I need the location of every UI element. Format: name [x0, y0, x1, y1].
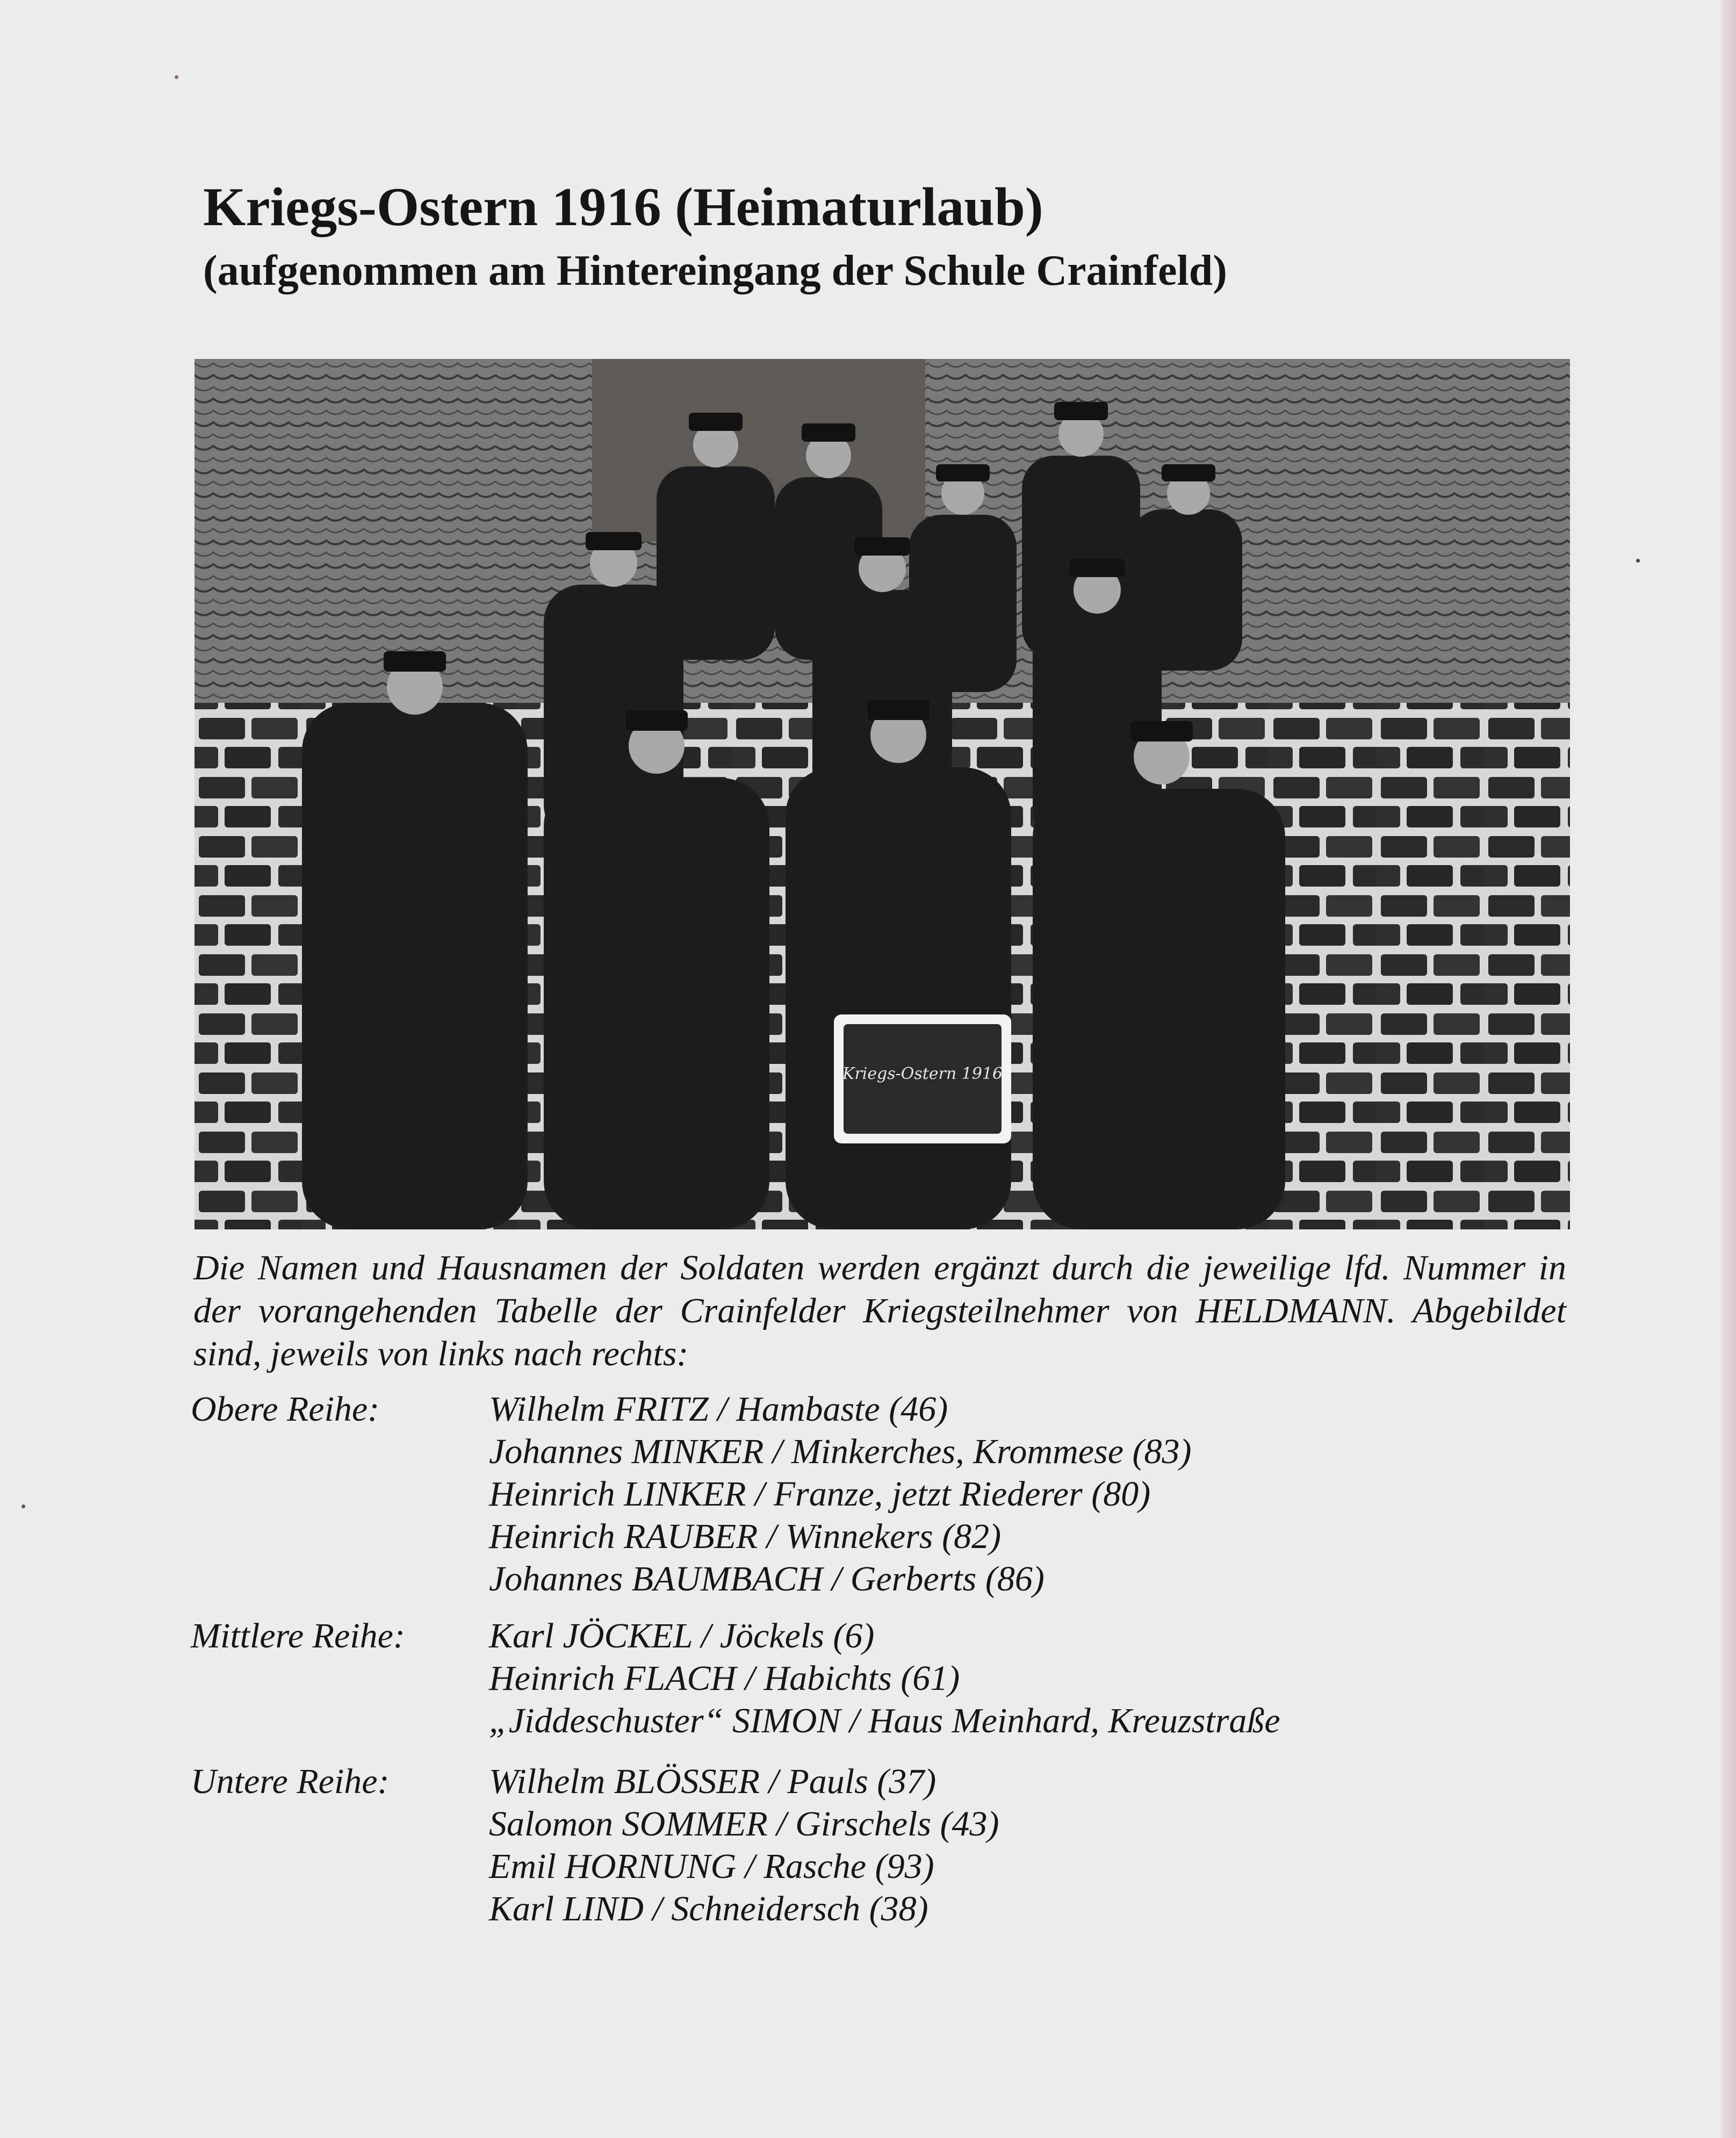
- scan-speck: [175, 75, 178, 79]
- row-label: Untere Reihe:: [191, 1762, 390, 1801]
- page-edge: [1721, 0, 1736, 2138]
- list-item: Wilhelm BLÖSSER / Pauls (37): [489, 1762, 937, 1801]
- page-subtitle: (aufgenommen am Hintereingang der Schule Crainfeld): [203, 247, 1227, 294]
- list-item: Salomon SOMMER / Girschels (43): [489, 1804, 999, 1844]
- name-list: [489, 1615, 1280, 1742]
- group-photo-illustration: [195, 359, 1570, 1229]
- scan-speck: [21, 1504, 25, 1508]
- list-item: Karl JÖCKEL / Jöckels (6): [489, 1616, 875, 1655]
- list-item: Heinrich FLACH / Habichts (61): [489, 1659, 960, 1698]
- scan-speck: [1636, 559, 1640, 563]
- name-list: [489, 1388, 1191, 1600]
- name-list: [489, 1760, 999, 1930]
- list-item: Johannes BAUMBACH / Gerberts (86): [489, 1559, 1045, 1599]
- list-item: Emil HORNUNG / Rasche (93): [489, 1847, 934, 1886]
- group-photo: [195, 359, 1570, 1229]
- page-title: Kriegs-Ostern 1916 (Heimaturlaub): [203, 177, 1043, 237]
- list-item: Wilhelm FRITZ / Hambaste (46): [489, 1390, 948, 1429]
- list-item: Karl LIND / Schneidersch (38): [489, 1889, 928, 1928]
- photo-caption: Die Namen und Hausnamen der Soldaten werden ergänzt durch die jeweilige lfd. Nummer in der vorangehenden Tabelle der Crainfelder Kriegsteilnehmer von HELDMANN. Abgebildet sind, jeweils von links nach rechts:: [193, 1248, 1566, 1373]
- photo-slate-text: Kriegs-Ostern 1916: [842, 1064, 1003, 1083]
- row-label: Obere Reihe:: [191, 1390, 380, 1429]
- list-item: Heinrich LINKER / Franze, jetzt Riederer (80): [489, 1474, 1151, 1514]
- list-item: Johannes MINKER / Minkerches, Krommese (83): [489, 1432, 1192, 1471]
- row-label: Mittlere Reihe:: [191, 1616, 405, 1655]
- list-item: Heinrich RAUBER / Winnekers (82): [489, 1517, 1002, 1556]
- list-item: „Jiddeschuster“ SIMON / Haus Meinhard, Kreuzstraße: [489, 1701, 1280, 1740]
